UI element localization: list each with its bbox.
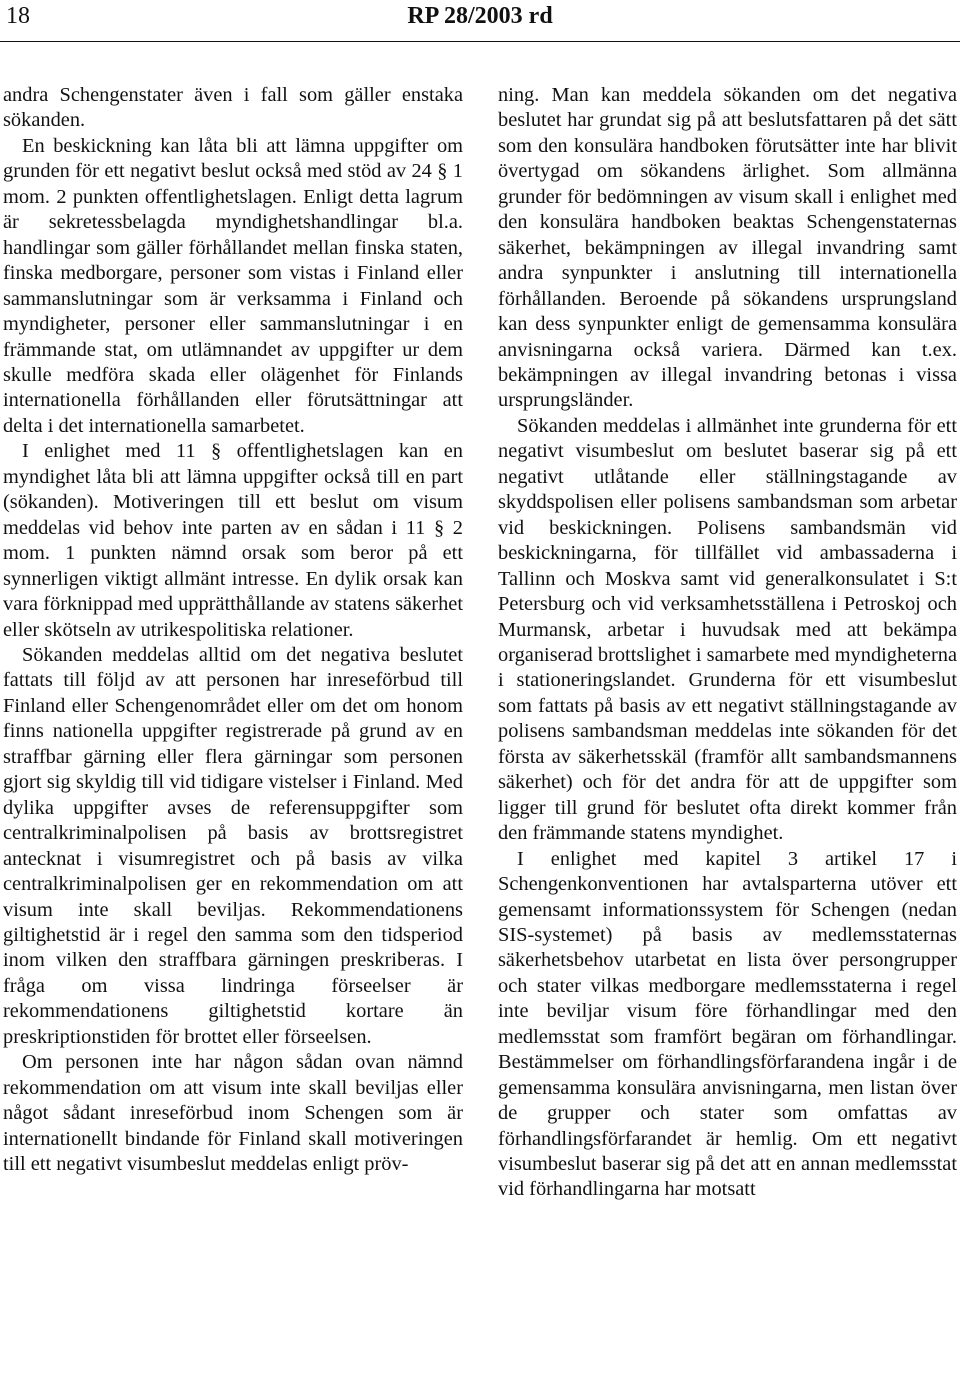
paragraph: andra Schengenstater även i fall som gäller enstaka sökanden. (3, 84, 463, 132)
header-rule (0, 41, 960, 42)
paragraph: I enlighet med kapitel 3 artikel 17 i Schengenkonventionen har avtalsparterna utöver ett gemensamt informationssystem för Schengen (nedan SIS-systemet) på basis av medlemsstaternas säkerhetsbehov utarbetat en lista över persongrupper och stater vilkas medborgare medlemsstaterna i regel inte beviljar visum före förhandlingar med den medlemsstat som framfört begäran om förhandlingar. Bestämmelser om förhandlingsförfarandena ingår i de gemensamma konsulära anvisningarna, men listan över de grupper och stater som omfattas av förhandlingsförfarandet är hemlig. Om ett negativt visumbeslut baserar sig på det att en annan medlemsstat vid förhandlingarna har motsatt (498, 847, 957, 1201)
right-column (498, 83, 957, 1203)
paragraph: I enlighet med 11 § offentlighetslagen kan en myndighet låta bli att lämna uppgifter också till en part (sökanden). Motiveringen till ett beslut om visum meddelas vid behov inte parten av en sådan i 11 § 2 mom. 1 punkten nämnd orsak som beror på ett synnerligen viktigt allmänt intresse. En dylik orsak kan vara förknippad med upprätthållande av statens säkerhet eller skötseln av utrikespolitiska relationer. (3, 440, 463, 641)
document-id: RP 28/2003 rd (407, 3, 553, 29)
paragraph: Om personen inte har någon sådan ovan nämnd rekommendation om att visum inte skall beviljas eller något sådant inreseförbud inom Schengen som är internationellt bindande för Finland skall motiveringen till ett negativt visumbeslut meddelas enligt pröv- (3, 1051, 463, 1176)
left-column (3, 83, 463, 1177)
paragraph: Sökanden meddelas alltid om det negativa beslutet fattats till följd av att personen har inreseförbud till Finland eller Schengenområdet eller om det om honom finns nationella uppgifter registrerade på grund av en straffbar gärning eller flera gärningar som personen gjort sig skyldig till vid tidigare vistelser i Finland. Med dylika uppgifter avses de referensuppgifter som centralkriminalpolisen på basis av brottsregistret antecknat i visumregistret och på basis av vilka centralkriminalpolisen ger en rekommendation om att visum inte skall beviljas. Rekommendationens giltighetstid är i regel den samma som den tidsperiod inom vilken den straffbara gärningen preskriberas. I fråga om vissa lindringa förseelser är rekommendationens giltighetstid kortare än preskriptionstiden för brottet eller förseelsen. (3, 643, 463, 1048)
paragraph: ning. Man kan meddela sökanden om det negativa beslutet har grundat sig på att beslutsfattaren på det sätt som den konsulära handboken förutsätter inte har blivit övertygad om sökandens ärlighet. Som allmänna grunder för bedömningen av visum skall i enlighet med den konsulära handboken beaktas Schengenstaternas säkerhet, bekämpningen av illegal invandring samt andra synpunkter i anslutning till internationella förhållanden. Beroende på sökandens ursprungsland kan dess synpunkter enligt de gemensamma konsulära anvisningarna också variera. Därmed kan t.ex. bekämpningen av illegal invandring betonas i vissa ursprungsländer. (498, 84, 957, 412)
page-header (0, 0, 960, 44)
paragraph: En beskickning kan låta bli att lämna uppgifter om grunden för ett negativt beslut också med stöd av 24 § 1 mom. 2 punkten offentlighetslagen. Enligt detta lagrum är sekretessbelagda myndighetshandlingar bl.a. handlingar som gäller förhållandet mellan finska staten, finska medborgare, personer som vistas i Finland eller sammanslutningar som är verksamma i Finland och myndigheter, personer eller sammanslutningar i en främmande stat, om utlämnandet av uppgifter ur dem skulle medföra skada eller olägenhet för Finlands internationella förhållanden eller förutsättningar att delta i det internationella samarbetet. (3, 134, 463, 437)
page-number: 18 (6, 3, 30, 29)
paragraph: Sökanden meddelas i allmänhet inte grunderna för ett negativt visumbeslut om beslutet baserar sig på ett negativt utlåtande eller ställningstagande av skyddspolisen eller polisens sambandsman som arbetar vid beskickningen. Polisens sambandsmän vid beskickningarna, för tillfället vid ambassaderna i Tallinn och Moskva samt vid generalkonsulatet i S:t Petersburg och vid verksamhetsställena i Petroskoj och Murmansk, arbetar i huvudsak med att bekämpa organiserad brottslighet i samarbete med myndigheterna i stationeringslandet. Grunderna för ett visumbeslut som fattats på basis av ett negativt ställningstagande av polisens sambandsman meddelas inte sökanden för det första av säkerhetsskäl (framför allt sambandsmannens säkerhet) och för det andra för att de uppgifter som ligger till grund för beslutet ofta direkt kommer från den främmande statens myndighet. (498, 414, 957, 845)
